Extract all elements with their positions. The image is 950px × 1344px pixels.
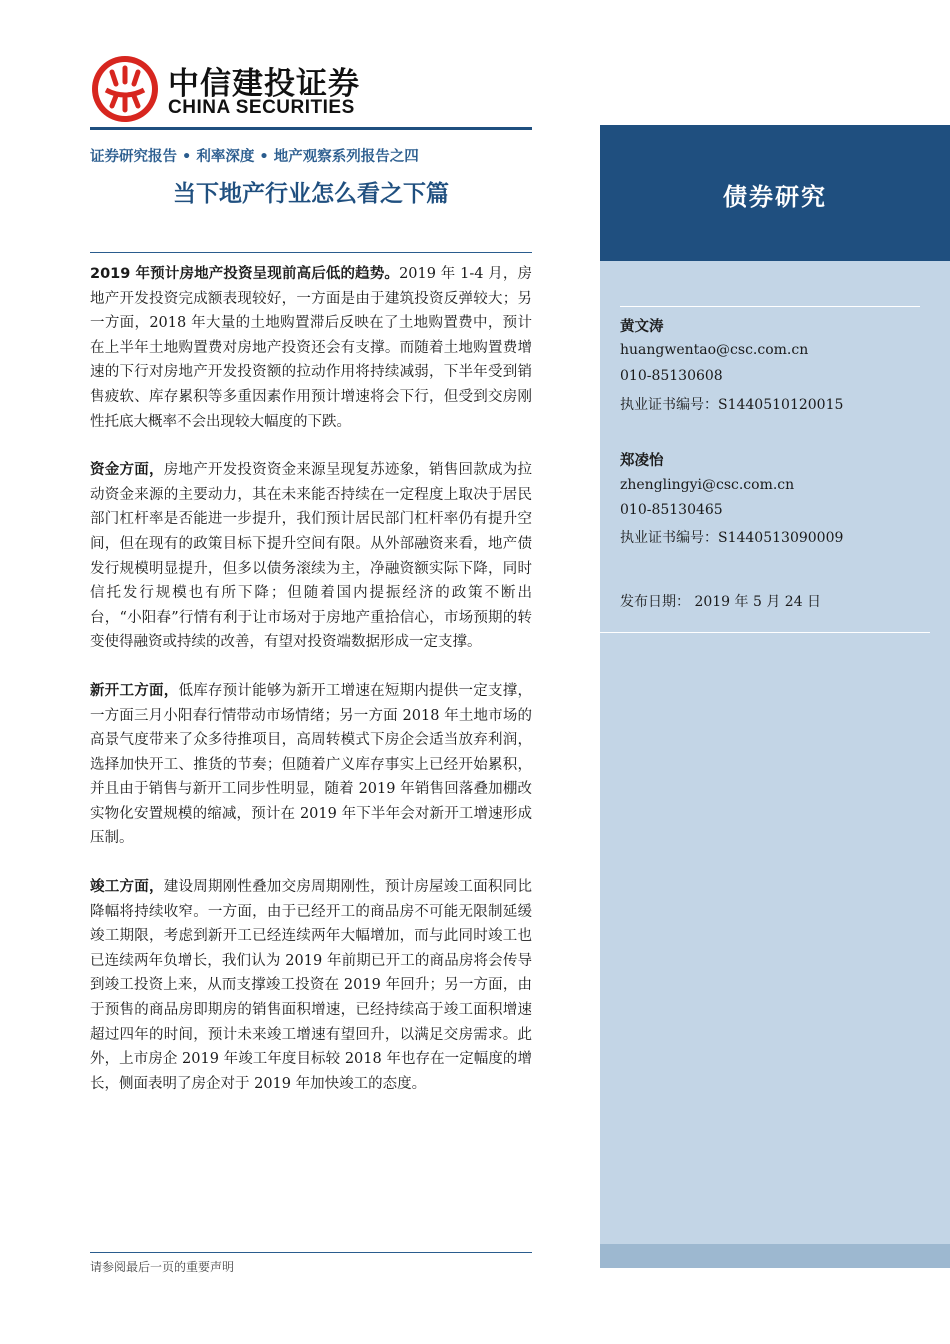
logo-chinese: 中信建投证券 <box>168 66 360 102</box>
footer-disclaimer: 请参阅最后一页的重要声明 <box>90 1260 235 1274</box>
sidebar-divider <box>600 632 930 633</box>
paragraph-text: 建设周期刚性叠加交房周期刚性，预计房屋竣工面积同比降幅将持续收窄。一方面，由于已经开工的商品房不可能无限制延缓竣工期限，考虑到新开工已经连续两年大幅增加，而与此同时竣工也已连续两年负增长，我们认为 2019 年前期已开工的商品房将会传导到竣工投资上来，从而支撑竣工投资在 2019 年回升；另一方面，由于预售的商品房即期房的销售面积增速，已经持续高于竣工面积增速超过四年的时间，预计未来竣工增速有望回升，以满足交房需求。此外，上市房企 2019 年竣工年度目标较 2018 年也存在一定幅度的增长，侧面表明了房企对于 2019 年加快竣工的态度。 <box>90 879 533 1092</box>
paragraph-text: 房地产开发投资资金来源呈现复苏迹象，销售回款成为拉动资金来源的主要动力，其在未来能否持续在一定程度上取决于居民部门杠杆率是否能进一步提升，我们预计居民部门杠杆率仍有提升空间，但在现有的政策目标下提升空间有限。从外部融资来看，地产债发行规模明显提升，但多以债务滚续为主，净融资额实际下降，同时信托发行规模也有所下降；但随着国内提振经济的政策不断出台，“小阳春”行情有利于让市场对于房地产重拾信心，市场预期的转变使得融资或持续的改善，有望对投资端数据形成一定支撑。 <box>90 462 533 651</box>
paragraph-completions <box>90 875 532 1096</box>
author-cert: 执业证书编号：S1440510120015 <box>620 397 844 413</box>
paragraph-text: 低库存预计能够为新开工增速在短期内提供一定支撑，一方面三月小阳春行情带动市场情绪；另一方面 2018 年土地市场的高景气度带来了众多待推项目，高周转模式下房企会适当放弃利润，选择加快开工、推货的节奏；但随着广义库存事实上已经开始累积，并且由于销售与新开工同步性明显，随着 2019 年销售回落叠加棚改实物化安置规模的缩减，预计在 2019 年下半年会对新开工增速形成压制。 <box>90 682 533 847</box>
paragraph-lead: 资金方面， <box>90 462 164 479</box>
publish-date: 发布日期： 2019 年 5 月 24 日 <box>620 594 822 610</box>
author-name: 黄文涛 <box>620 319 664 335</box>
report-body <box>90 262 532 1120</box>
paragraph-lead: 2019 年预计房地产投资呈现前高后低的趋势。 <box>90 266 400 282</box>
category-label: 债券研究 <box>723 183 827 211</box>
sidebar-header <box>600 125 950 261</box>
paragraph-text: 2019 年 1-4 月，房地产开发投资完成额表现较好，一方面是由于建筑投资反弹较大；另一方面，2018 年大量的土地购置滞后反映在了土地购置费中，预计在上半年土地购置费对房地产投资还会有支撑。而随着土地购置费增速的下行对房地产开发投资额的拉动作用将持续减弱，下半年受到销售疲软、库存累积等多重因素作用预计增速将会下行，但受到交房刚性托底大概率不会出现较大幅度的下跌。 <box>90 266 532 430</box>
sidebar-bottom-band <box>600 1244 950 1268</box>
report-title: 当下地产行业怎么看之下篇 <box>173 181 449 207</box>
author-email[interactable]: huangwentao@csc.com.cn <box>620 342 809 358</box>
sidebar-panel <box>600 125 950 1268</box>
author-cert: 执业证书编号：S1440513090009 <box>620 530 844 546</box>
title-rule <box>90 252 532 253</box>
paragraph-funding <box>90 458 532 655</box>
paragraph-new-starts <box>90 679 532 851</box>
sidebar-divider <box>620 306 920 307</box>
footer-rule <box>90 1252 532 1253</box>
author-phone: 010-85130465 <box>620 502 723 518</box>
author-phone: 010-85130608 <box>620 368 723 384</box>
author-email[interactable]: zhenglingyi@csc.com.cn <box>620 477 795 493</box>
report-series: 证券研究报告 • 利率深度 • 地产观察系列报告之四 <box>90 149 419 165</box>
citic-logo-icon <box>90 54 160 124</box>
logo-english: CHINA SECURITIES <box>168 97 355 118</box>
header-rule <box>90 127 532 130</box>
author-name: 郑凌怡 <box>620 453 664 469</box>
paragraph-lead: 竣工方面， <box>90 879 164 896</box>
paragraph-lead: 新开工方面， <box>90 682 179 699</box>
paragraph-investment <box>90 262 532 434</box>
brand-logo <box>90 52 390 127</box>
